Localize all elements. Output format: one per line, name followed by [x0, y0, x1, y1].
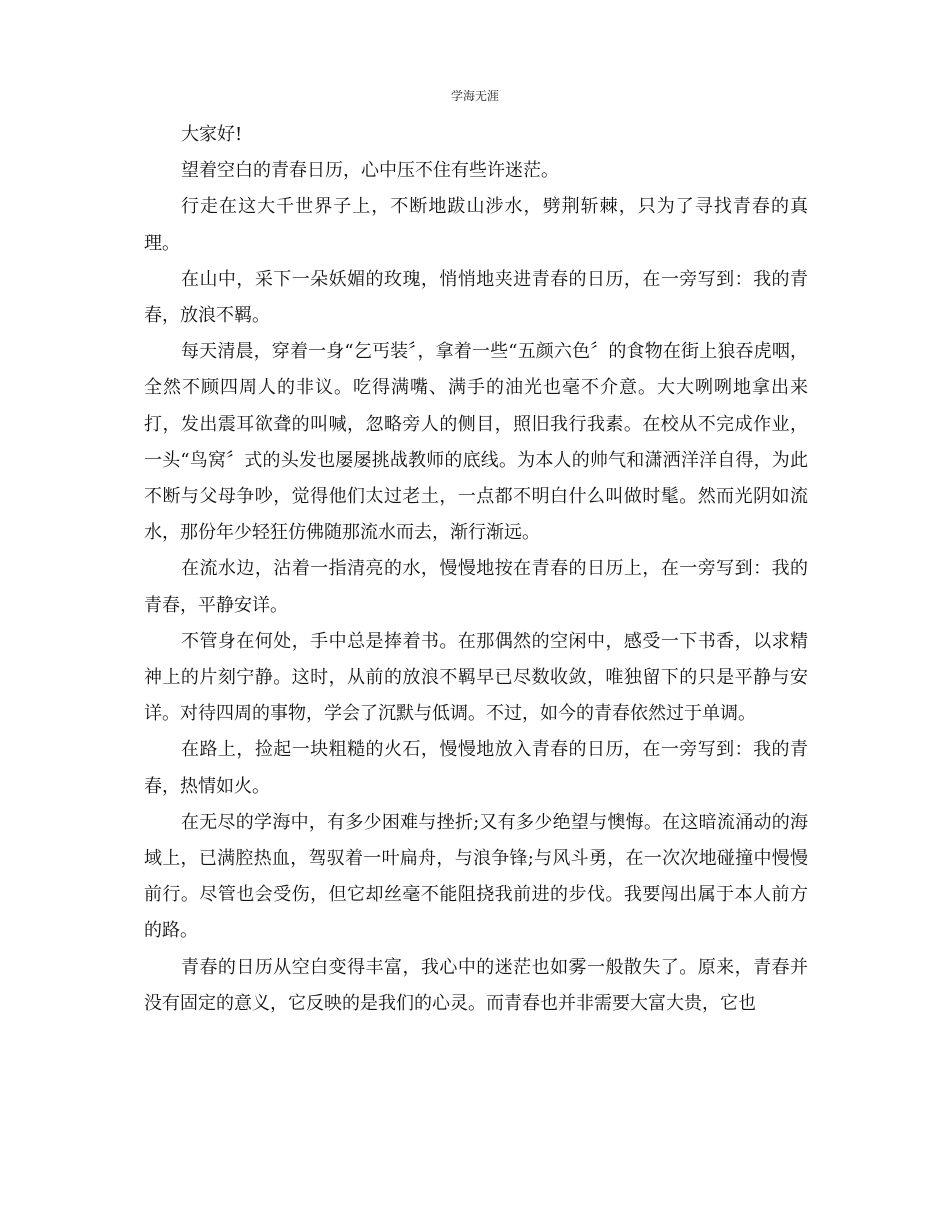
paragraph: 在山中，采下一朵妖媚的玫瑰，悄悄地夹进青春的日历，在一旁写到：我的青春，放浪不羁。 [144, 268, 808, 327]
page-header: 学海无涯 [450, 89, 499, 103]
paragraph-greeting: 大家好! [181, 124, 243, 145]
paragraph: 不管身在何处，手中总是捧着书。在那偶然的空闲中，感受一下书香，以求精神上的片刻宁静。这时，从前的放浪不羁早已尽数收敛，唯独留下的只是平静与安详。对待四周的事物，学会了沉默与低调。不过，如今的青春依然过于单调。 [144, 630, 808, 725]
paragraph: 在流水边，沾着一指清亮的水，慢慢地按在青春的日历上，在一旁写到：我的青春，平静安详。 [144, 558, 808, 616]
paragraph: 在路上，捡起一块粗糙的火石，慢慢地放入青春的日历，在一旁写到：我的青春，热情如火。 [144, 739, 808, 797]
paragraph: 青春的日历从空白变得丰富，我心中的迷茫也如雾一般散失了。原来，青春并没有固定的意义，它反映的是我们的心灵。而青春也并非需要大富大贵，它也 [144, 956, 808, 1014]
document-body [144, 117, 808, 1022]
paragraph: 行走在这大千世界子上，不断地跋山涉水，劈荆斩棘，只为了寻找青春的真理。 [144, 196, 808, 254]
paragraph: 在无尽的学海中，有多少困难与挫折;又有多少绝望与懊悔。在这暗流涌动的海域上，已满腔热血，驾驭着一叶扁舟，与浪争锋;与风斗勇，在一次次地碰撞中慢慢前行。尽管也会受伤，但它却丝毫不能阻挠我前进的步伐。我要闯出属于本人前方的路。 [144, 811, 808, 942]
paragraph: 望着空白的青春日历，心中压不住有些许迷茫。 [181, 160, 559, 182]
paragraph: 每天清晨，穿着一身“乞丐装〞，拿着一些“五颜六色〞的食物在街上狼吞虎咽，全然不顾四周人的非议。吃得满嘴、满手的油光也毫不介意。大大咧咧地拿出来打，发出震耳欲聋的叫喊，忽略旁人的侧目，照旧我行我素。在校从不完成作业，一头“鸟窝〞式的头发也屡屡挑战教师的底线。为本人的帅气和潇洒洋洋自得，为此不断与父母争吵，觉得他们太过老土，一点都不明白什么叫做时髦。然而光阴如流水，那份年少轻狂仿佛随那流水而去，渐行渐远。 [144, 341, 808, 544]
